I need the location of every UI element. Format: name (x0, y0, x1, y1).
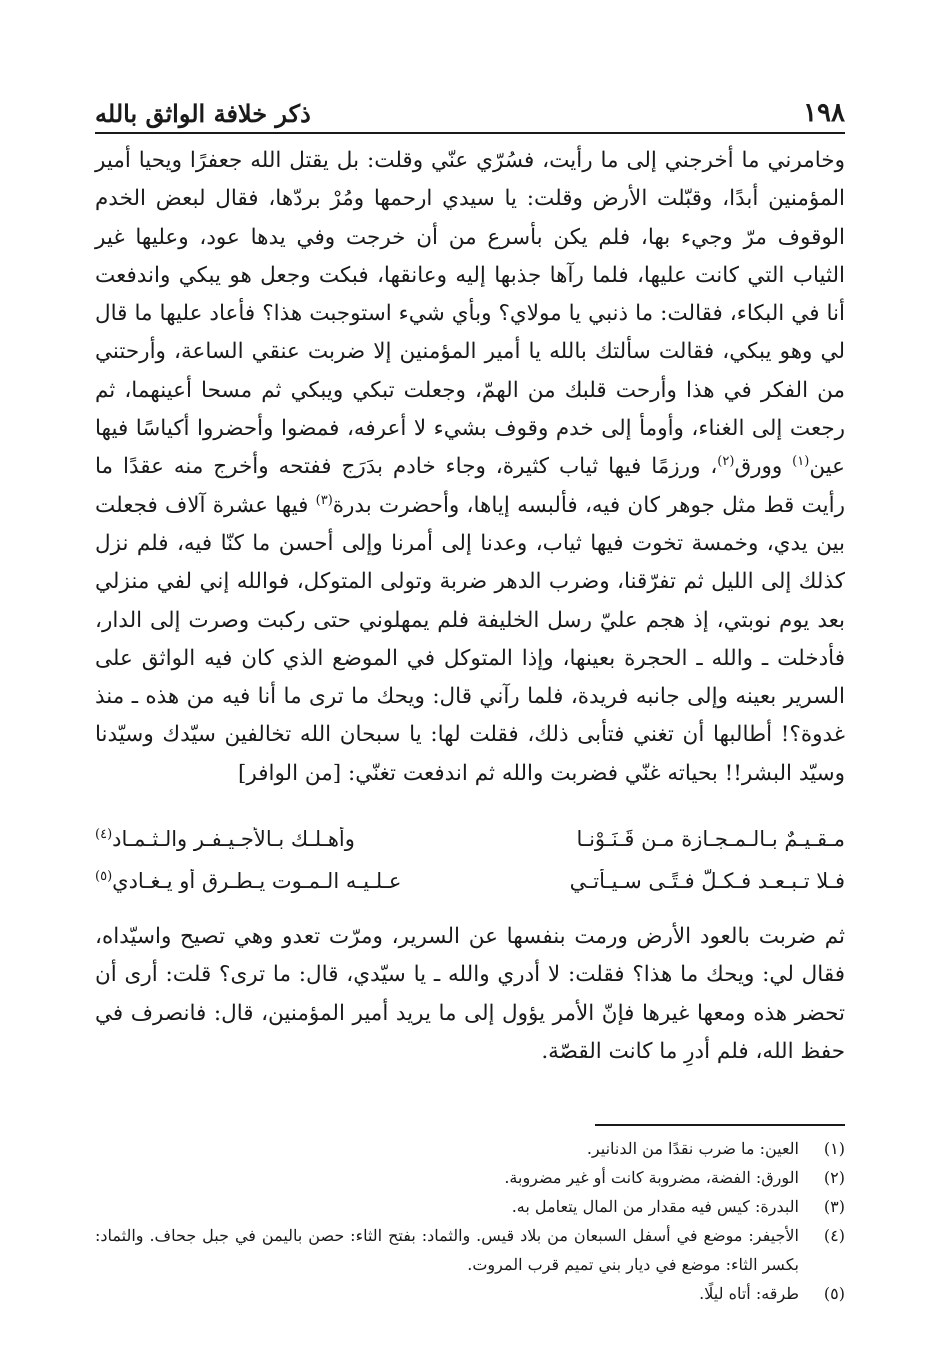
footnote-text: البدرة: كيس فيه مقدار من المال يتعامل به. (511, 1197, 799, 1216)
footnote-number: (٣) (823, 1197, 845, 1216)
text-segment: وخامرني ما أخرجني إلى ما رأيت، فسُرّي عنّي وقلت: بل يقتل الله جعفرًا ويحيا أمير المؤمنين أبدًا، وقبّلت الأرض وقلت: يا سيدي ارحمها ومُرْ بردّها، فقال لبعض الخدم الوقوف مرّ وجيء بها، فلم يكن بأسرع من أن خرجت وفي يدها عود، وعليها غير الثياب التي كانت عليها، فلما رآها جذبها إليه وعانقها، فبكت وجعل هو يبكي واندفعت أنا في البكاء، فقالت: ما ذنبي يا مولاي؟ وبأي شيء استوجبت هذا؟ فأعاد عليها ما قال لي وهو يبكي، فقالت سألتك بالله يا أمير المؤمنين إلا ضربت عنقي الساعة، وأرحتني من الفكر في هذا وأرحت قلبك من الهمّ، وجعلت تبكي ويبكي ثم مسحا أعينهما، ثم رجعت إلى الغناء، وأومأ إلى خدم وقوف بشيء لا أعرفه، فمضوا وأحضروا أكياسًا فيها عين (95, 148, 845, 480)
footnote (95, 1134, 845, 1163)
closing-paragraph (95, 918, 845, 1071)
footnote-text: الورق: الفضة، مضروبة كانت أو غير مضروبة. (504, 1168, 799, 1187)
text-segment: ، ورزمًا فيها ثياب كثيرة، وجاء خادم بدَرَج ففتحه وأخرج منه عقدًا ما رأيت قط مثل جوهر كان فيه، فألبسه إياها، وأحضرت بدرة (95, 454, 846, 518)
hemistich-second (95, 869, 455, 893)
footnote (95, 1221, 845, 1279)
footnote-text: طرقه: أتاه ليلًا. (699, 1284, 799, 1303)
footnote (95, 1163, 845, 1192)
page-number: ١٩٨ (803, 98, 845, 128)
footnote-ref-1: (١) (792, 454, 810, 470)
footnote-number: (٤) (823, 1226, 845, 1245)
footnotes (95, 1134, 845, 1308)
footnote (95, 1279, 845, 1308)
footnote-number: (٥) (823, 1284, 845, 1303)
footnote-ref-5: (٥) (95, 869, 113, 884)
hemistich-text: عـلـيـه الـمـوت يـطـرق أو يـغـادي (112, 869, 402, 893)
hemistich-first: مـقـيـمٌ بـالـمـجـازة مـن قَـنَـوْنـا (576, 827, 845, 851)
footnote (95, 1192, 845, 1221)
footnote-text: العين: ما ضرب نقدًا من الدنانير. (586, 1139, 799, 1158)
page-header (95, 88, 845, 134)
main-paragraph (95, 142, 845, 793)
footnote-ref-4: (٤) (95, 827, 113, 842)
poem-verse (95, 860, 845, 902)
text-segment: فيها عشرة آلاف فجعلت بين يدي، وخمسة تخوت فيها ثياب، وعدنا إلى أمرنا وإلى أحسن ما كنّا فيه، فلم نزل كذلك إلى الليل ثم تفرّقنا، وضرب الدهر ضربة وتولى المتوكل، فوالله إني لفي منزلي بعد يوم نوبتي، إذ هجم عليّ رسل الخليفة فلم يمهلوني حتى ركبت وصرت إلى الدار، فأدخلت ـ والله ـ الحجرة بعينها، وإذا المتوكل في الموضع الذي كان فيه الواثق على السرير بعينه وإلى جانبه فريدة، فلما رآني قال: ويحك ما ترى ما أنا فيه من هذه ـ منذ غدوة؟! أطالبها أن تغني فتأبى ذلك، فقلت لها: يا سبحان الله تخالفين سيّدك وسيّدنا وسيّد البشر!! بحياته غنّي فضربت والله ثم اندفعت تغنّي: [من الوافر] (95, 492, 845, 786)
hemistich-text: وأهـلـك بـالأجـيـفـر والـثـمـاد (112, 827, 355, 851)
hemistich-first: فـلا تـبـعـد فـكـلُّ فـتًـى سـيـأتـي (569, 869, 845, 893)
footnote-number: (٢) (823, 1168, 845, 1187)
paragraph-text: ثم ضربت بالعود الأرض ورمت بنفسها عن السرير، ومرّت تعدو وهي تصيح واسيّداه، فقال لي: ويحك ما هذا؟ فقلت: لا أدري والله ـ يا سيّدي، قال: ما ترى؟ قلت: أرى أن تحضر هذه ومعها غيرها فإنّ الأمر يؤول إلى ما يريد أمير المؤمنين، قال: فانصرف في حفظ الله، فلم أدرِ ما كانت القصّة. (95, 924, 845, 1064)
text-segment: وورق (734, 454, 793, 480)
hemistich-second (95, 827, 455, 851)
footnote-divider (595, 1124, 845, 1126)
footnote-text: الأجيفر: موضع في أسفل السبعان من بلاد قيس. والثماد: بفتح الثاء: حصن باليمن في جبل جحاف. والثماد: بكسر الثاء: موضع في ديار بني تميم قرب المروت. (95, 1226, 799, 1274)
footnote-number: (١) (823, 1139, 845, 1158)
footnote-ref-2: (٢) (717, 454, 735, 470)
footnote-ref-3: (٣) (315, 492, 333, 508)
running-title: ذكر خلافة الواثق بالله (95, 99, 311, 128)
poem-verse (95, 818, 845, 860)
poem (95, 818, 845, 902)
